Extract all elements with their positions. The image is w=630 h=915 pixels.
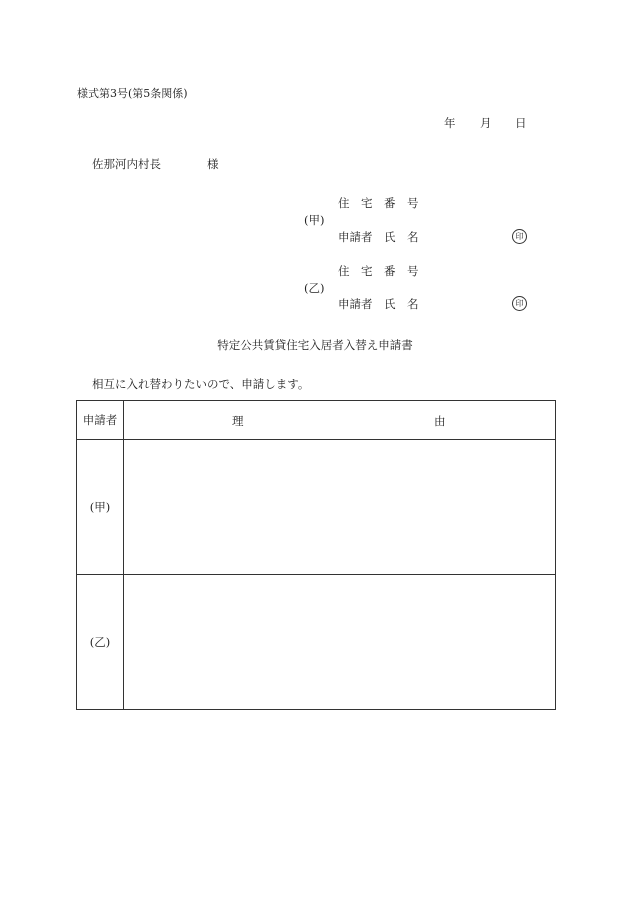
table-row: [77, 440, 556, 575]
form-number: 様式第3号(第5条関係): [77, 87, 188, 100]
reason-table: [76, 400, 556, 710]
applicant-a-name-label: 申請者 氏 名: [338, 230, 419, 244]
applicant-b-party-label: (乙): [304, 281, 325, 295]
applicant-b-name-label: 申請者 氏 名: [338, 297, 419, 311]
reason-cell-applicant-b[interactable]: [124, 575, 556, 710]
document-title: 特定公共賃貸住宅入居者入替え申請書: [217, 338, 413, 352]
row-label-applicant-b: (乙): [77, 575, 124, 710]
date-day-label: 日: [515, 116, 527, 130]
applicant-b-house-number-label: 住 宅 番 号: [338, 264, 419, 278]
date-month-label: 月: [480, 116, 492, 130]
column-header-reason-char-1: 理: [232, 414, 244, 428]
column-header-reason: [124, 401, 556, 440]
recipient-honorific: 様: [207, 157, 219, 171]
table-row: [77, 575, 556, 710]
table-header-row: [77, 401, 556, 440]
column-header-reason-char-2: 由: [434, 414, 446, 428]
date-year-label: 年: [444, 116, 456, 130]
applicant-a-seal-mark: 印: [512, 229, 527, 244]
row-label-applicant-a: (甲): [77, 440, 124, 575]
column-header-applicant: 申請者: [77, 401, 124, 440]
applicant-a-house-number-label: 住 宅 番 号: [338, 196, 419, 210]
applicant-b-seal-mark: 印: [512, 296, 527, 311]
applicant-a-party-label: (甲): [304, 213, 325, 227]
reason-cell-applicant-a[interactable]: [124, 440, 556, 575]
document-intro: 相互に入れ替わりたいので、申請します。: [92, 377, 310, 391]
recipient-name: 佐那河内村長: [92, 157, 161, 171]
